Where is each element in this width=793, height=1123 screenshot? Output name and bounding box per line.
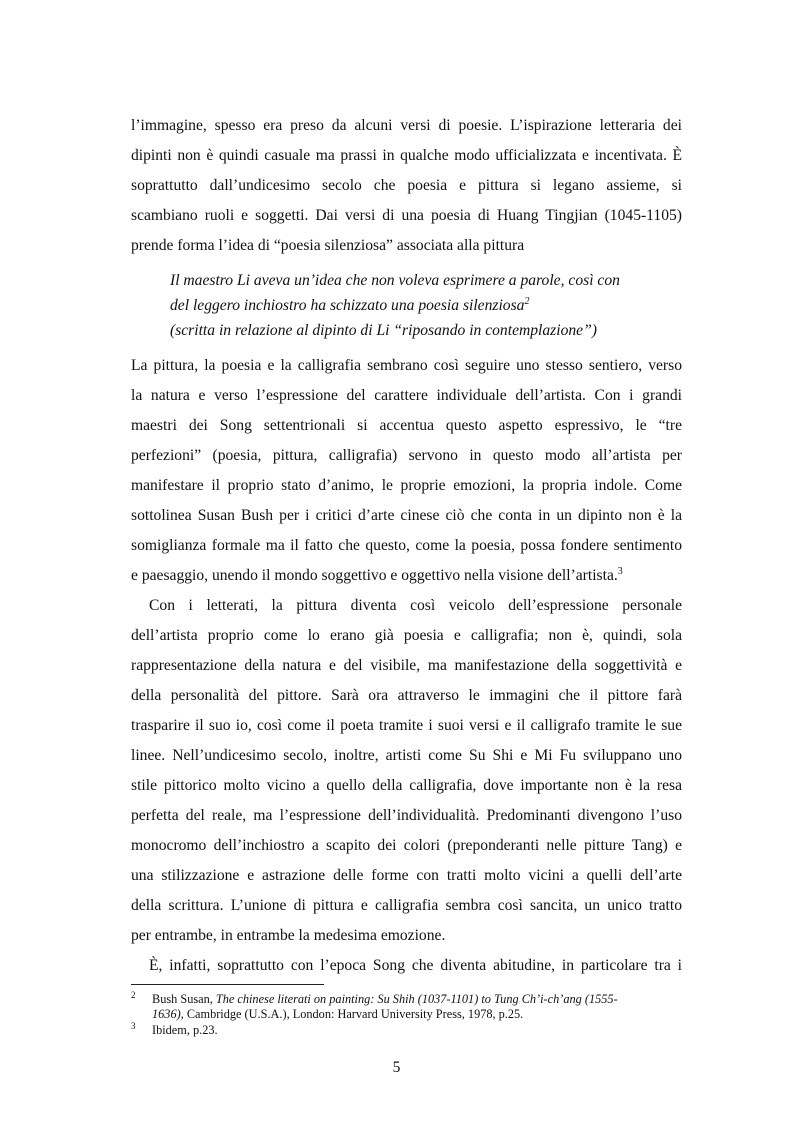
body-line: La pittura, la poesia e la calligrafia sembrano così seguire uno stesso sentiero, verso	[131, 357, 682, 374]
body-line: trasparire il suo io, così come il poeta tramite i suoi versi e il calligrafo tramite le sue	[131, 717, 682, 734]
footnote-separator	[131, 984, 324, 985]
quote-line	[170, 296, 529, 316]
body-line: monocromo dell’inchiostro a scapito dei colori (preponderanti nelle pitture Tang) e	[131, 837, 682, 854]
footnote-line: Ibidem, p.23.	[152, 1023, 218, 1037]
body-line: perfetta del reale, ma l’espressione dell’individualità. Predominanti divengono l’uso	[131, 807, 682, 824]
footnote-number: 3	[131, 1021, 136, 1031]
body-line	[131, 566, 682, 586]
footnote-line	[152, 992, 618, 1007]
body-line: dipinti non è quindi casuale ma prassi in qualche modo ufficializzata e incentivata. È	[131, 147, 682, 164]
body-line: Con i letterati, la pittura diventa così veicolo dell’espressione personale	[149, 597, 682, 614]
body-line: della scrittura. L’unione di pittura e calligrafia sembra così sancita, un unico tratto	[131, 897, 682, 914]
footnote-book-title: The chinese literati on painting: Su Shih (1037-1101) to Tung Ch’i-ch’ang (1555-	[215, 992, 618, 1006]
body-line: per entrambe, in entrambe la medesima emozione.	[131, 927, 446, 944]
body-line: scambiano ruoli e soggetti. Dai versi di una poesia di Huang Tingjian (1045-1105)	[131, 207, 682, 224]
body-line: soprattutto dall’undicesimo secolo che poesia e pittura si legano assieme, si	[131, 177, 682, 194]
body-line: dell’artista proprio come lo erano già poesia e calligrafia; non è, quindi, sola	[131, 627, 682, 644]
body-line: È, infatti, soprattutto con l’epoca Song che diventa abitudine, in particolare tra i	[149, 957, 682, 974]
body-line: l’immagine, spesso era preso da alcuni versi di poesie. L’ispirazione letteraria dei	[131, 117, 682, 134]
quote-line: Il maestro Li aveva un’idea che non voleva esprimere a parole, così con	[170, 272, 620, 289]
body-line: manifestare il proprio stato d’animo, le proprie emozioni, la propria indole. Come	[131, 477, 682, 494]
body-line: maestri dei Song settentrionali si accentua questo aspetto espressivo, le “tre	[131, 417, 682, 434]
footnote-text: Cambridge (U.S.A.), London: Harvard University Press, 1978, p.25.	[183, 1007, 524, 1021]
footnote-book-title: 1636),	[152, 1007, 184, 1021]
body-text: e paesaggio, unendo il mondo soggettivo e oggettivo nella visione dell’artista.	[131, 567, 618, 584]
body-line: sottolinea Susan Bush per i critici d’arte cinese ciò che conta in un dipinto non è la	[131, 507, 682, 524]
body-line: somiglianza formale ma il fatto che questo, come la poesia, possa fondere sentimento	[131, 537, 682, 554]
body-line: della personalità del pittore. Sarà ora attraverso le immagini che il pittore farà	[131, 687, 682, 704]
footnote-line	[152, 1007, 523, 1022]
footnote-number: 2	[131, 990, 136, 1000]
quote-line: (scritta in relazione al dipinto di Li “riposando in contemplazione”)	[170, 322, 597, 339]
body-line: linee. Nell’undicesimo secolo, inoltre, artisti come Su Shi e Mi Fu sviluppano uno	[131, 747, 682, 764]
footnote-text: Bush Susan,	[152, 992, 216, 1006]
body-line: la natura e verso l’espressione del carattere individuale dell’artista. Con i grandi	[131, 387, 682, 404]
body-line: prende forma l’idea di “poesia silenziosa” associata alla pittura	[131, 237, 525, 254]
body-line: rappresentazione della natura e del visibile, ma manifestazione della soggettività e	[131, 657, 682, 674]
body-line: stile pittorico molto vicino a quello della calligrafia, dove importante non è la resa	[131, 777, 682, 794]
body-line: una stilizzazione e astrazione delle forme con tratti molto vicini a quelli dell’arte	[131, 867, 682, 884]
body-line: perfezioni” (poesia, pittura, calligrafia) servono in questo modo all’artista per	[131, 447, 682, 464]
footnote-ref: 3	[617, 566, 623, 577]
page-number: 5	[392, 1059, 401, 1076]
quote-text: del leggero inchiostro ha schizzato una poesia silenziosa	[170, 297, 525, 314]
footnote-ref: 2	[524, 296, 530, 307]
